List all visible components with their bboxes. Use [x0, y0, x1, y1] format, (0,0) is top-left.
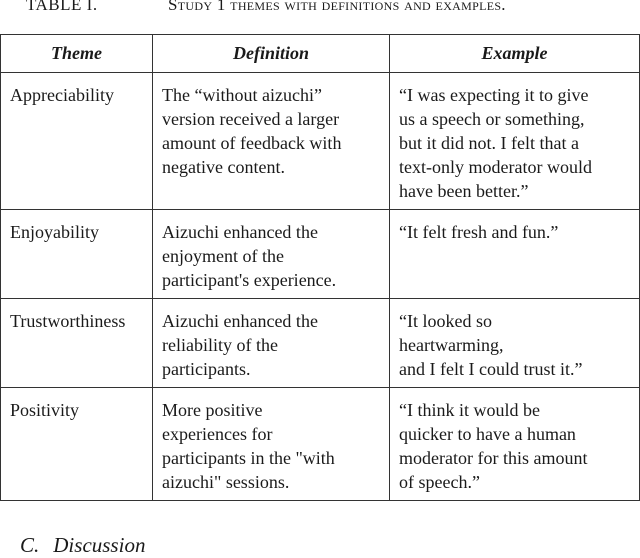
- cell-example: [390, 299, 640, 388]
- cell-line: Aizuchi enhanced the: [162, 311, 318, 331]
- cell-line: Positivity: [10, 400, 80, 420]
- cell-line: “It felt fresh and fun.”: [399, 222, 559, 242]
- cell-line: have been better.”: [399, 181, 529, 201]
- section-heading: [20, 532, 145, 558]
- cell-example: [390, 73, 640, 210]
- cell-line: quicker to have a human: [399, 424, 576, 444]
- cell-definition: [153, 210, 390, 299]
- cell-line: reliability of the: [162, 335, 278, 355]
- cell-line: participants.: [162, 359, 251, 379]
- cell-example: [390, 388, 640, 501]
- cell-line: aizuchi" sessions.: [162, 472, 290, 492]
- cell-line: experiences for: [162, 424, 273, 444]
- cell-theme: [1, 73, 153, 210]
- header-theme: Theme: [1, 35, 153, 73]
- section-number: C.: [20, 533, 40, 557]
- table-header-row: [1, 35, 640, 73]
- cell-line: The “without aizuchi”: [162, 85, 322, 105]
- table-caption: [0, 0, 640, 16]
- themes-table: [0, 34, 640, 501]
- cell-line: “It looked so: [399, 311, 492, 331]
- cell-definition: [153, 388, 390, 501]
- cell-line: heartwarming,: [399, 335, 504, 355]
- section-title: Discussion: [53, 533, 146, 557]
- cell-line: but it did not. I felt that a: [399, 133, 579, 153]
- cell-line: “I was expecting it to give: [399, 85, 589, 105]
- cell-line: amount of feedback with: [162, 133, 342, 153]
- cell-line: “I think it would be: [399, 400, 540, 420]
- table-row: [1, 210, 640, 299]
- cell-line: text-only moderator would: [399, 157, 592, 177]
- cell-definition: [153, 299, 390, 388]
- table-row: [1, 388, 640, 501]
- cell-line: Enjoyability: [10, 222, 99, 242]
- cell-line: Trustworthiness: [10, 311, 126, 331]
- cell-line: negative content.: [162, 157, 285, 177]
- table-caption-label: TABLE I.: [26, 0, 98, 14]
- table-row: [1, 73, 640, 210]
- cell-line: of speech.”: [399, 472, 480, 492]
- cell-theme: [1, 210, 153, 299]
- header-example: Example: [390, 35, 640, 73]
- cell-line: version received a larger: [162, 109, 340, 129]
- cell-line: moderator for this amount: [399, 448, 588, 468]
- cell-line: participants in the "with: [162, 448, 335, 468]
- cell-line: us a speech or something,: [399, 109, 585, 129]
- table-body: [1, 73, 640, 501]
- cell-line: More positive: [162, 400, 263, 420]
- cell-line: Appreciability: [10, 85, 114, 105]
- cell-example: [390, 210, 640, 299]
- cell-definition: [153, 73, 390, 210]
- table-caption-title: Study 1 themes with definitions and examples.: [168, 0, 506, 14]
- cell-line: and I felt I could trust it.”: [399, 359, 583, 379]
- cell-line: Aizuchi enhanced the: [162, 222, 318, 242]
- cell-theme: [1, 388, 153, 501]
- cell-theme: [1, 299, 153, 388]
- cell-line: enjoyment of the: [162, 246, 284, 266]
- table-row: [1, 299, 640, 388]
- cell-line: participant's experience.: [162, 270, 337, 290]
- header-definition: Definition: [153, 35, 390, 73]
